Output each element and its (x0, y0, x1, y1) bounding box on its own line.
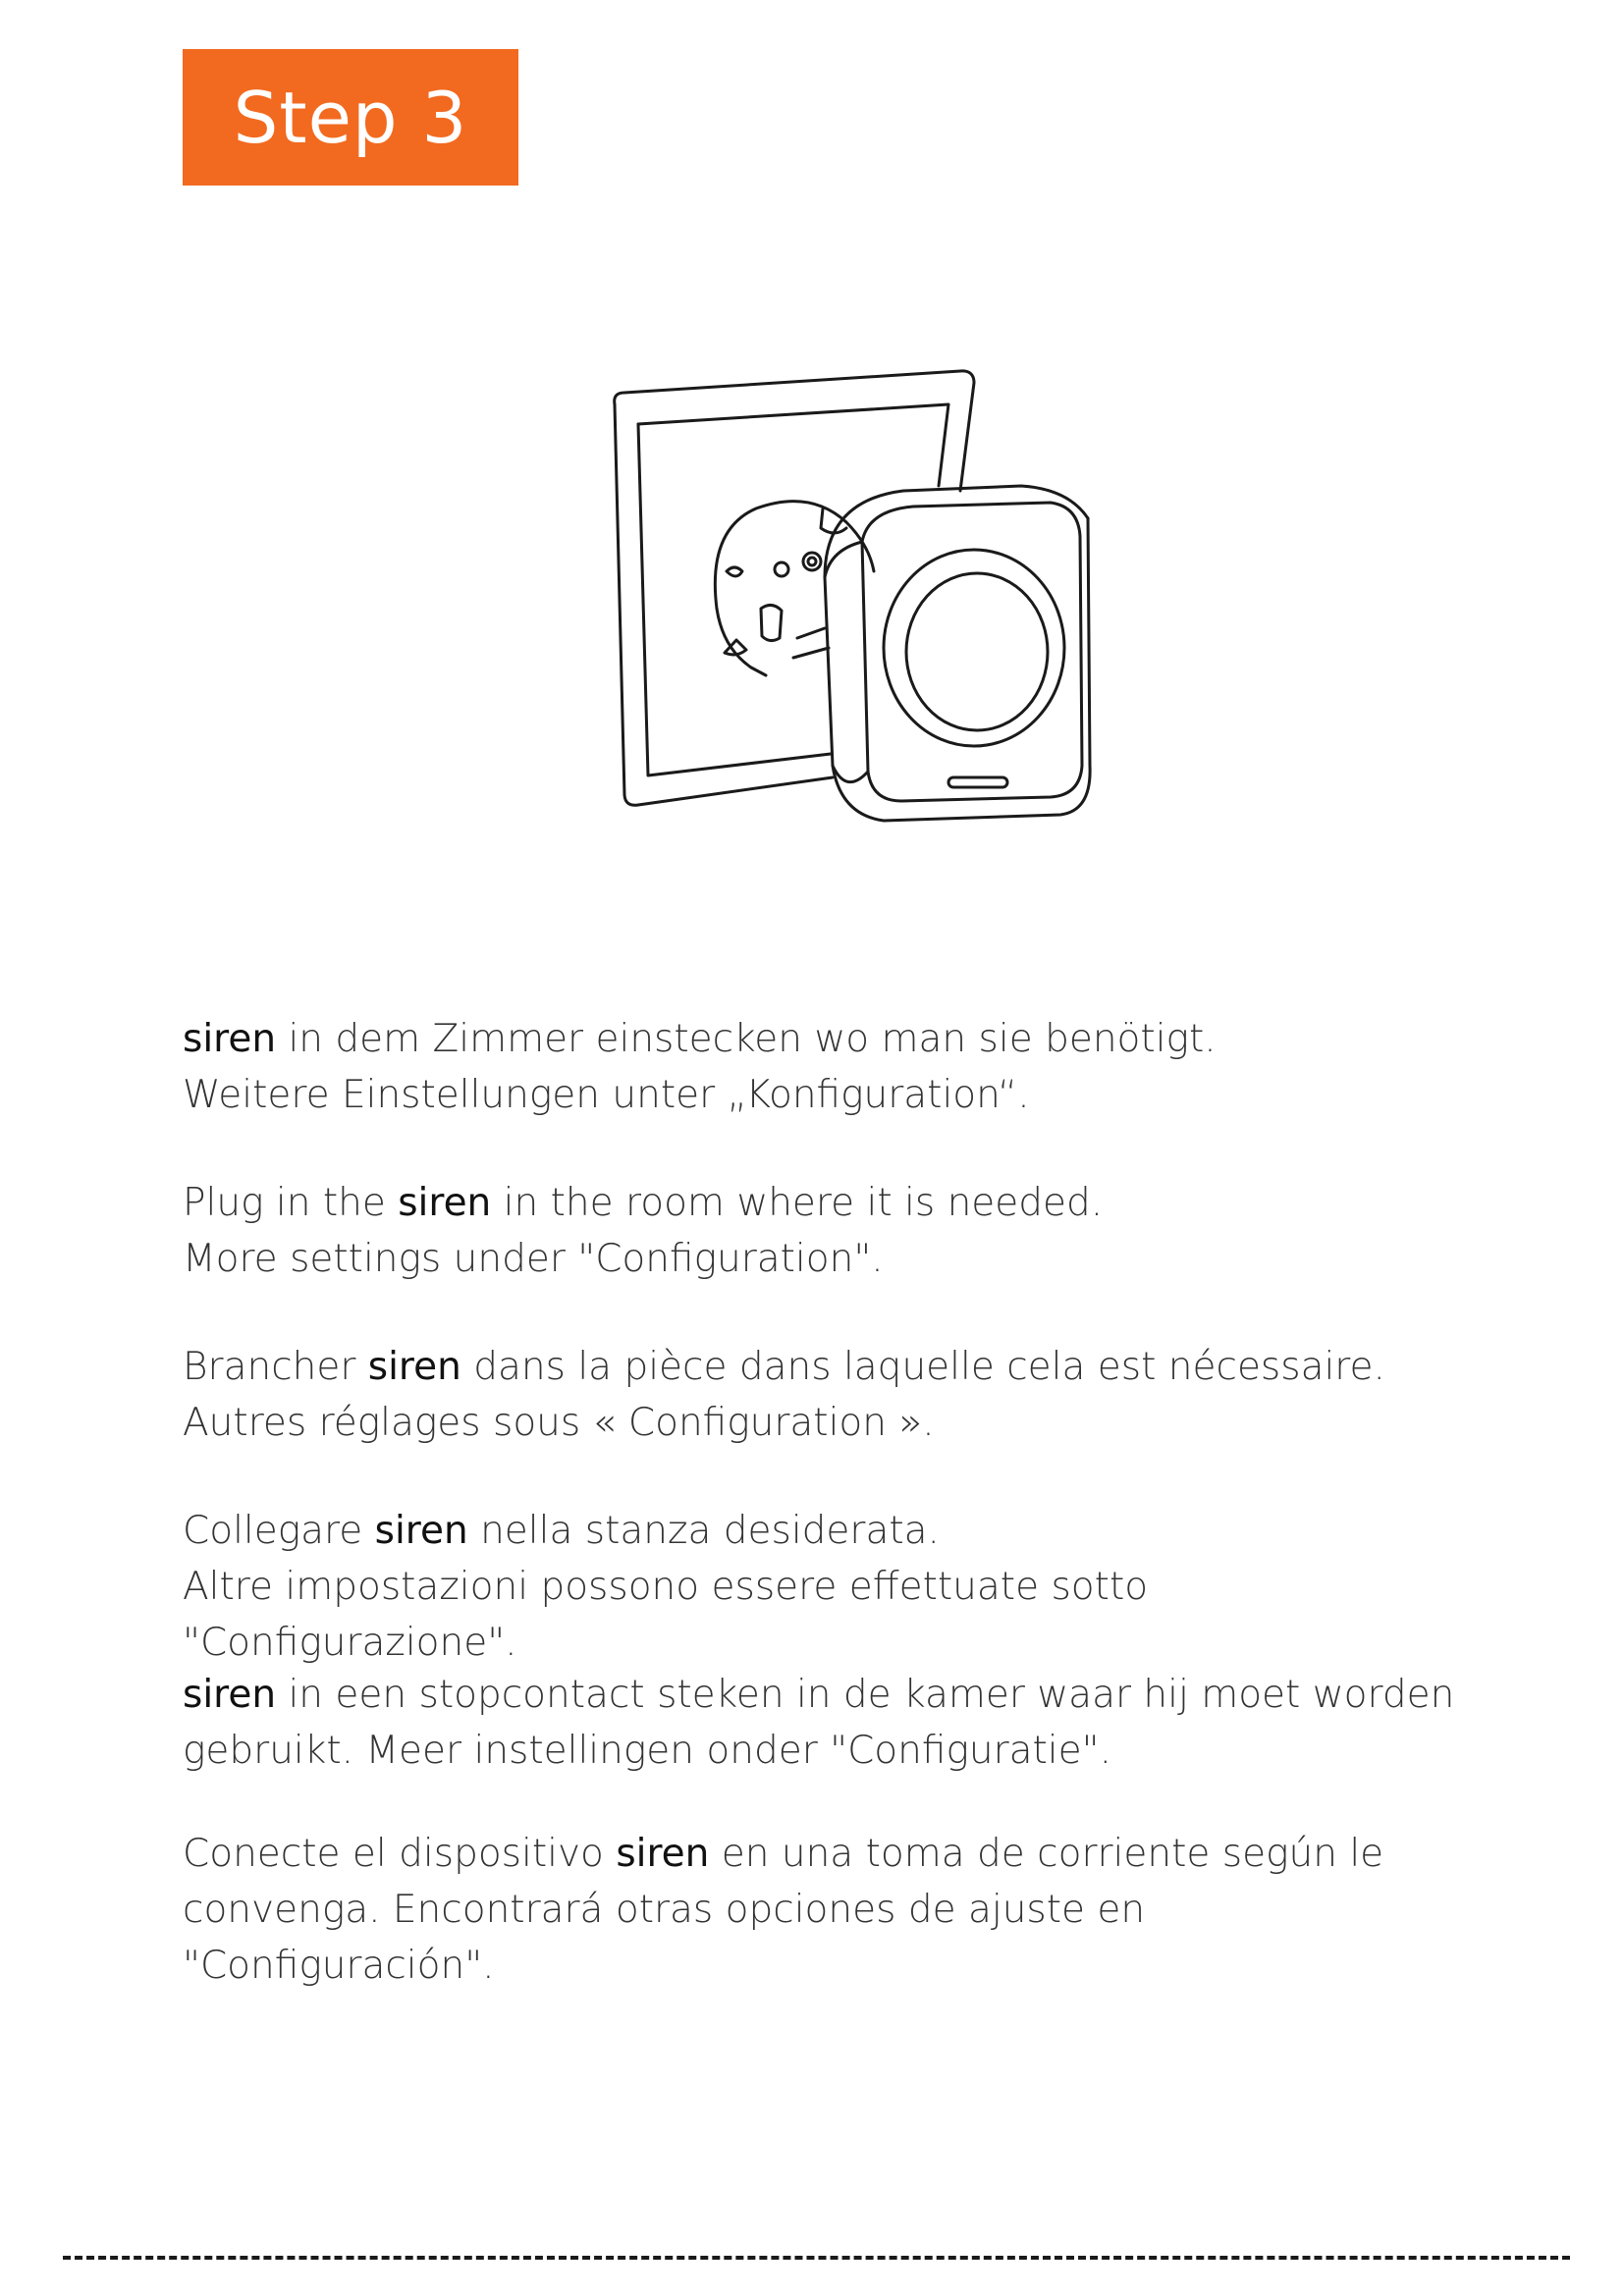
instruction-it-line2: Altre impostazioni possono essere effettuate sotto "Configurazione". (183, 1565, 1149, 1665)
instruction-fr-pre: Brancher (183, 1345, 368, 1389)
instruction-en-pre: Plug in the (183, 1181, 399, 1225)
instruction-it (183, 1503, 1459, 1671)
instruction-de-line2: Weitere Einstellungen unter „Konfiguration“. (183, 1073, 1030, 1117)
step-badge (183, 49, 518, 186)
instruction-en (183, 1175, 1103, 1287)
instruction-it-line1: nella stanza desiderata. (467, 1509, 940, 1553)
instruction-en-line2: More settings under "Configuration". (183, 1237, 884, 1281)
instruction-es-line2: convenga. Encontrará otras opciones de ajuste en "Configuración". (183, 1888, 1146, 1988)
instruction-nl-keyword: siren (183, 1673, 277, 1717)
instruction-en-keyword: siren (398, 1181, 492, 1225)
instruction-es-line1: en una toma de corriente según le (709, 1832, 1384, 1876)
siren-plugged-in-wall-socket-icon (589, 353, 1139, 864)
step-label: Step 3 (233, 76, 468, 159)
instruction-es (183, 1826, 1459, 1994)
instruction-de-line1: in dem Zimmer einstecken wo man sie benötigt. (276, 1017, 1217, 1061)
instruction-fr-line2: Autres réglages sous « Configuration ». (183, 1401, 935, 1445)
instruction-fr-keyword: siren (367, 1345, 461, 1389)
instruction-nl-line2: gebruikt. Meer instellingen onder "Configuratie". (183, 1729, 1111, 1773)
instruction-es-keyword: siren (616, 1832, 710, 1876)
instruction-nl (183, 1667, 1454, 1779)
instruction-nl-line1: in een stopcontact steken in de kamer waar hij moet worden (276, 1673, 1455, 1717)
instruction-de (183, 1011, 1217, 1123)
instruction-it-pre: Collegare (183, 1509, 375, 1553)
instruction-it-keyword: siren (374, 1509, 468, 1553)
instruction-en-line1: in the room where it is needed. (491, 1181, 1104, 1225)
footer-divider (63, 2256, 1570, 2260)
instruction-es-pre: Conecte el dispositivo (183, 1832, 617, 1876)
instruction-de-keyword: siren (183, 1017, 277, 1061)
instruction-fr (183, 1339, 1385, 1451)
instruction-fr-line1: dans la pièce dans laquelle cela est nécessaire. (460, 1345, 1385, 1389)
